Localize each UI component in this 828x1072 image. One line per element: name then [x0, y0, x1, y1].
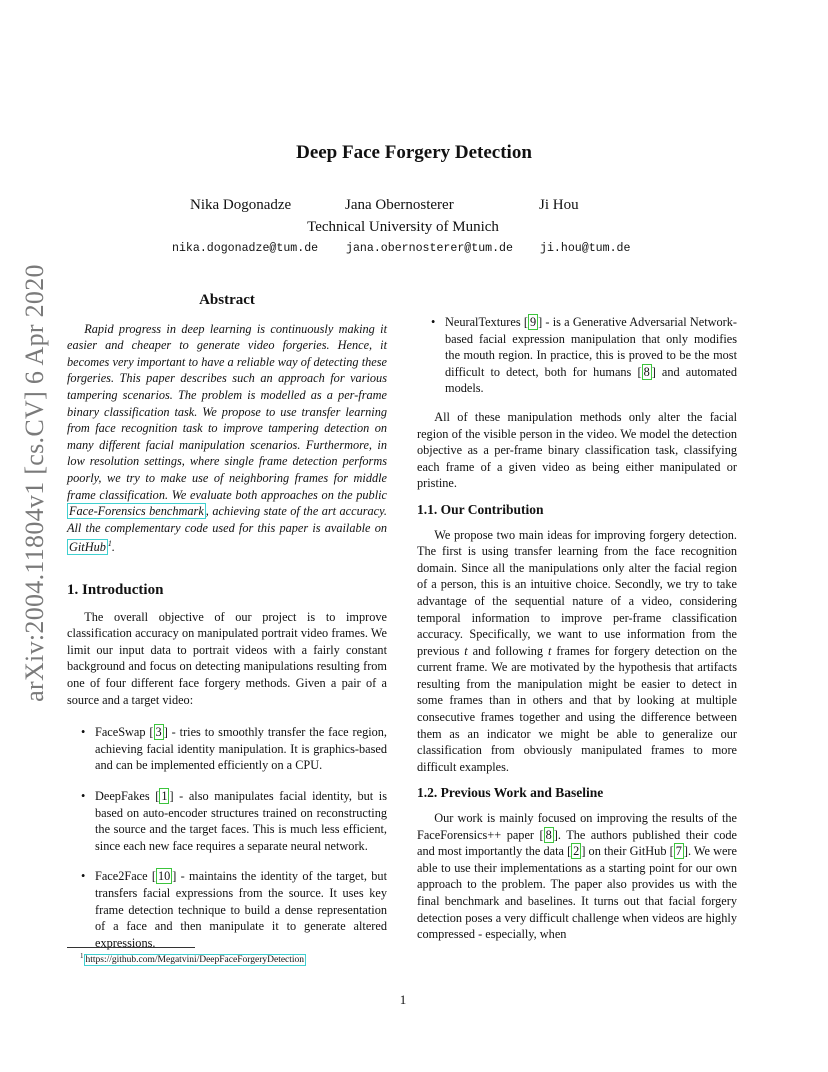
citation-link[interactable]: 9	[529, 315, 537, 329]
author-1: Nika Dogonadze	[190, 197, 292, 213]
abstract-heading: Abstract	[199, 292, 255, 308]
citation-link[interactable]: 10	[157, 869, 171, 884]
method-list-continued	[417, 314, 737, 397]
citation-link[interactable]: 1	[161, 788, 168, 803]
footnote-rule	[67, 947, 195, 948]
page-number: 1	[399, 992, 407, 1007]
citation-link[interactable]: 7	[675, 844, 682, 859]
citation-link[interactable]: 2	[573, 844, 580, 859]
list-item: • DeepFakes [ 1 ] - also manipulates facial identity, but is based on auto-encoder structures trained on reconstructing the source and the target faces. This is much less efficient, since each new face requires a separate neural network.	[95, 788, 387, 854]
github-link[interactable]: GitHub	[69, 540, 106, 555]
paper-title: Deep Face Forgery Detection	[296, 142, 532, 163]
introduction-heading: 1. Introduction	[67, 582, 164, 598]
citation-link[interactable]: 3	[155, 725, 162, 740]
intro-paragraph-2: All of these manipulation methods only alter the facial region of the visible person in the video. We model the detection objective as a per-frame binary classification task, classifying each frame of a given video as being either manipulated or pristine.	[417, 409, 737, 491]
left-column	[67, 292, 387, 951]
author-3: Ji Hou	[539, 197, 579, 213]
affiliation: Technical University of Munich	[307, 219, 499, 235]
faceforensics-link[interactable]: Face-Forensics benchmark	[69, 504, 204, 519]
method-list	[67, 724, 387, 951]
footnote-mark[interactable]: 1	[107, 539, 112, 549]
citation-link[interactable]: 8	[545, 827, 552, 842]
arxiv-side-stamp: arXiv:2004.11804v1 [cs.CV] 6 Apr 2020	[20, 264, 49, 702]
footnote: $^1$ https://github.com/Megatvini/DeepFaceForgeryDetection	[80, 952, 305, 966]
list-item: • NeuralTextures [ 9 ] - is a Generative Adversarial Network-based facial expression manipulation that only modifies the mouth region. In practice, this is proved to be the most difficult to detect, both for humans [ 8 ] and automated models.	[445, 314, 737, 397]
previous-work-paragraph: Our work is mainly focused on improving the results of the FaceForensics++ paper [ 8 ]. The authors published their code and most importantly the data [ 2 ] on their GitHub [ 7 ]. We were able to use their implementations as a starting point for our own approach to the problem. The paper also provides us with the final benchmark and baselines. It turns out that facial forgery detection poses a very difficult challenge when videos are highly compressed - especially, when	[417, 811, 737, 942]
email-2: jana.obernosterer@tum.de	[346, 242, 513, 255]
email-1: nika.dogonadze@tum.de	[172, 242, 319, 255]
footnote-url-link[interactable]: https://github.com/Megatvini/DeepFaceForgeryDetection	[85, 955, 305, 966]
contribution-paragraph: We propose two main ideas for improving forgery detection. The first is using transfer learning from the face recognition domain. Since all the manipulations only alter the facial region of a person, this is an intuitive choice. Secondly, we try to take advantage of the sequential nature of a video, considering temporal information to improve per-frame classification accuracy. Specifically, we want to use information from the previous t and following t frames for forgery detection on the current frame. We are motivated by the hypothesis that artifacts resulting from the manipulation might be easier to detect in some frames than in others and that by looking at multiple consecutive frames together and using the difference between them as an indicator we might be able to generalize our classification from obviously manipulated frames to more difficult examples.	[417, 527, 737, 774]
previous-work-heading: 1.2. Previous Work and Baseline	[417, 785, 604, 801]
citation-link[interactable]: 8	[643, 364, 650, 379]
right-column	[417, 300, 737, 943]
list-item: • FaceSwap [ 3 ] - tries to smoothly transfer the face region, achieving facial identity manipulation. It is graphics-based and can be implemented efficiently on a CPU.	[95, 724, 387, 774]
email-3: ji.hou@tum.de	[540, 242, 631, 255]
list-item: • Face2Face [ 10 ] - maintains the identity of the target, but transfers facial expressions from the source. It uses key frame detection technique to build a dense representation of a face and then manipulate it to generate altered expressions.	[95, 868, 387, 951]
contribution-heading: 1.1. Our Contribution	[417, 501, 544, 517]
intro-paragraph: The overall objective of our project is to improve classification accuracy on manipulated portrait video frames. We limit our input data to portrait videos with a fairly constant background and focus on detecting manipulations resulting from one of four different face forgery methods. Given a pair of a source and a target video:	[67, 609, 387, 707]
abstract-text: Rapid progress in deep learning is continuously making it easier and cheaper to generate video forgeries. Hence, it becomes very important to have a reliable way of detecting these forgeries. This paper describes such an approach for various tampering scenarios. The problem is modelled as a per-frame binary classification task. We propose to use transfer learning from face recognition task to improve tampering detection on many different facial manipulation scenarios. Furthermore, in low resolution settings, where single frame detection performs poorly, we try to make use of neighboring frames for middle frame classification. We evaluate both approaches on the public Face-Forensics benchmark , achieving state of the art accuracy. All the complementary code used for this paper is available on GitHub $^1$.	[67, 321, 387, 555]
author-2: Jana Obernosterer	[345, 197, 454, 213]
